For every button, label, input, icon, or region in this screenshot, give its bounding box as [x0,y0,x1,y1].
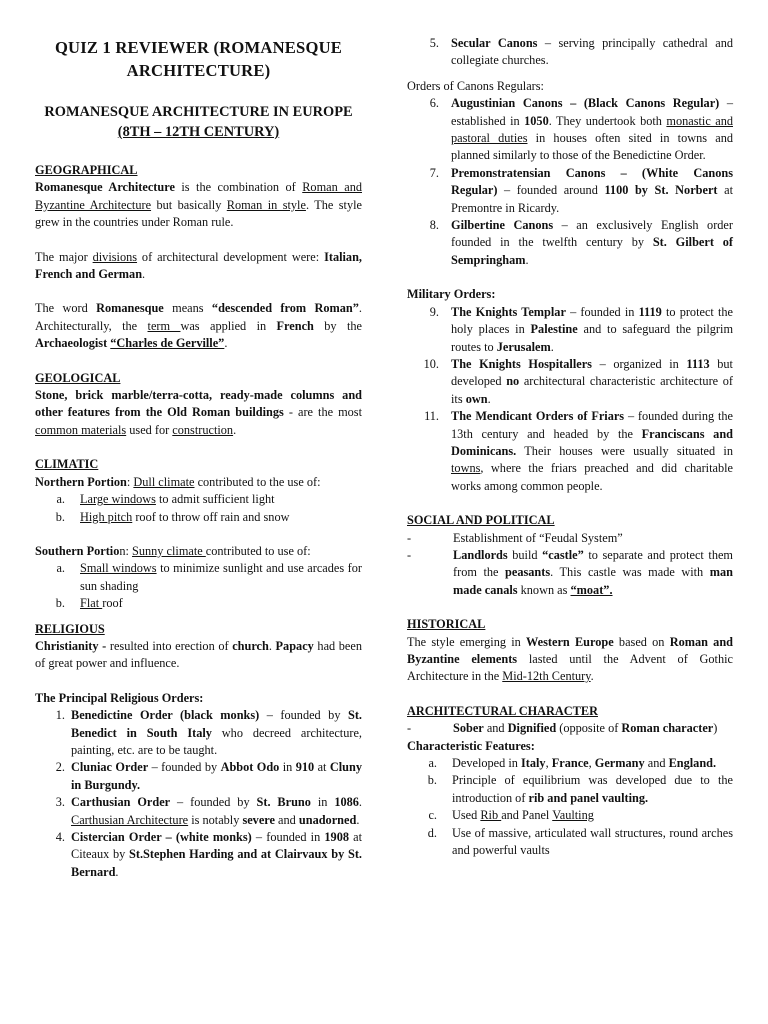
climatic-north: Northern Portion: Dull climate contributed to the use of: [35,474,321,489]
historical-paragraph: The style emerging in Western Europe based on Roman and Byzantine elements lasted until the Advent of Gothic Architecture in the Mid-12th Century. [407,634,733,684]
subtitle-period: (8TH – 12TH CENTURY) [117,124,280,140]
list-item: - Landlords build “castle” to separate and protect them from the peasants. This castle was made with man made canals known as “moat”. [407,547,733,597]
list-item: d. Use of massive, articulated wall structures, round arches and powerful vaults [427,825,733,858]
list-item: - Establishment of “Feudal System” [407,530,623,545]
list-item: b. High pitch roof to throw off rain and snow [55,509,290,524]
list-item: 2. Cluniac Order – founded by Abbot Odo in 910 at Cluny in Burgundy. [55,760,362,792]
list-item: a. Developed in Italy, France, Germany and England. [428,756,717,771]
heading-characteristic-features: Characteristic Features: [407,738,535,753]
list-item: 4. Cistercian Order – (white monks) – founded in 1908 at Citeaux by St.Stephen Harding and at Clairvaux by St. Bernard. [55,830,363,879]
religious-paragraph: Christianity - resulted into erection of church. Papacy had been of great power and influence. [35,638,362,671]
heading-religious: RELIGIOUS [35,621,105,636]
document-subtitle [35,102,362,142]
list-item: 6. Augustinian Canons – (Black Canons Regular) – established in 1050. They undertook both monastic and pastoral duties in houses often sited in towns and planned similarly to those of the Benedictine Order. [429,96,733,163]
climatic-south: Southern Portion: Sunny climate contributed to use of: [35,543,311,558]
list-item: 11. The Mendicant Orders of Friars – founded during the 13th century and headed by the Franciscans and Dominicans. Their houses were usually situated in towns, where the friars preached and did charitable works among common people. [424,409,734,493]
list-item: c. Used Rib and Panel Vaulting [428,808,594,823]
list-item: - Sober and Dignified (opposite of Roman character) [407,721,718,736]
list-item: 3. Carthusian Order – founded by St. Bruno in 1086. Carthusian Architecture is notably severe and unadorned. [55,795,362,827]
geographical-paragraph-3: The word Romanesque means “descended from Roman”. Architecturally, the term was applied in French by the Archaeologist “Charles de Gerville”. [35,301,363,351]
heading-canons-regulars: Orders of Canons Regulars: [407,78,544,93]
list-item: 9. The Knights Templar – founded in 1119 to protect the holy places in Palestine and to safeguard the pilgrim routes to Jerusalem. [429,304,734,354]
heading-geographical: GEOGRAPHICAL [35,163,138,177]
list-item: a. Large windows to admit sufficient light [56,492,275,507]
list-item: 8. Gilbertine Canons – an exclusively English order founded in the twelfth century by St. Gilbert of Sempringham. [429,218,733,267]
geographical-paragraph-2: The major divisions of architectural development were: Italian, French and German. [35,249,362,282]
left-column [35,0,362,881]
geographical-paragraph-1: Romanesque Architecture is the combination of Roman and Byzantine Architecture but basically Roman in style. The style grew in the countries under Roman rule. [35,180,362,230]
list-item: 5. Secular Canons – serving principally cathedral and collegiate churches. [429,36,734,68]
list-item: 7. Premonstratensian Canons – (White Canons Regular) – founded around 1100 by St. Norbert at Premontre in Ricardy. [429,165,733,215]
right-column [407,0,733,859]
document-title: QUIZ 1 REVIEWER (ROMANESQUE ARCHITECTURE) [54,38,343,80]
heading-military-orders: Military Orders: [407,287,496,302]
subtitle-text: ROMANESQUE ARCHITECTURE IN EUROPE [44,104,353,120]
heading-principal-orders: The Principal Religious Orders: [35,690,204,705]
list-item: b. Flat roof [55,596,123,611]
heading-social-political: SOCIAL AND POLITICAL [407,513,555,528]
heading-historical: HISTORICAL [407,617,486,632]
heading-architectural-character: ARCHITECTURAL CHARACTER [407,703,598,718]
heading-climatic: CLIMATIC [35,457,99,472]
heading-geological: GEOLOGICAL [35,370,121,385]
list-item: 10. The Knights Hospitallers – organized in 1113 but developed no architectural characteristic architecture of its own. [423,356,734,406]
list-item: a. Small windows to minimize sunlight and use arcades for sun shading [56,561,362,593]
list-item: b. Principle of equilibrium was developed due to the introduction of rib and panel vaulting. [427,773,733,805]
geological-paragraph: Stone, brick marble/terra-cotta, ready-made columns and other features from the Old Roman buildings - are the most common materials used for construction. [35,388,363,437]
list-item: 1. Benedictine Order (black monks) – founded by St. Benedict in South Italy who decreed architecture, painting, etc. are to be taught. [55,708,362,757]
